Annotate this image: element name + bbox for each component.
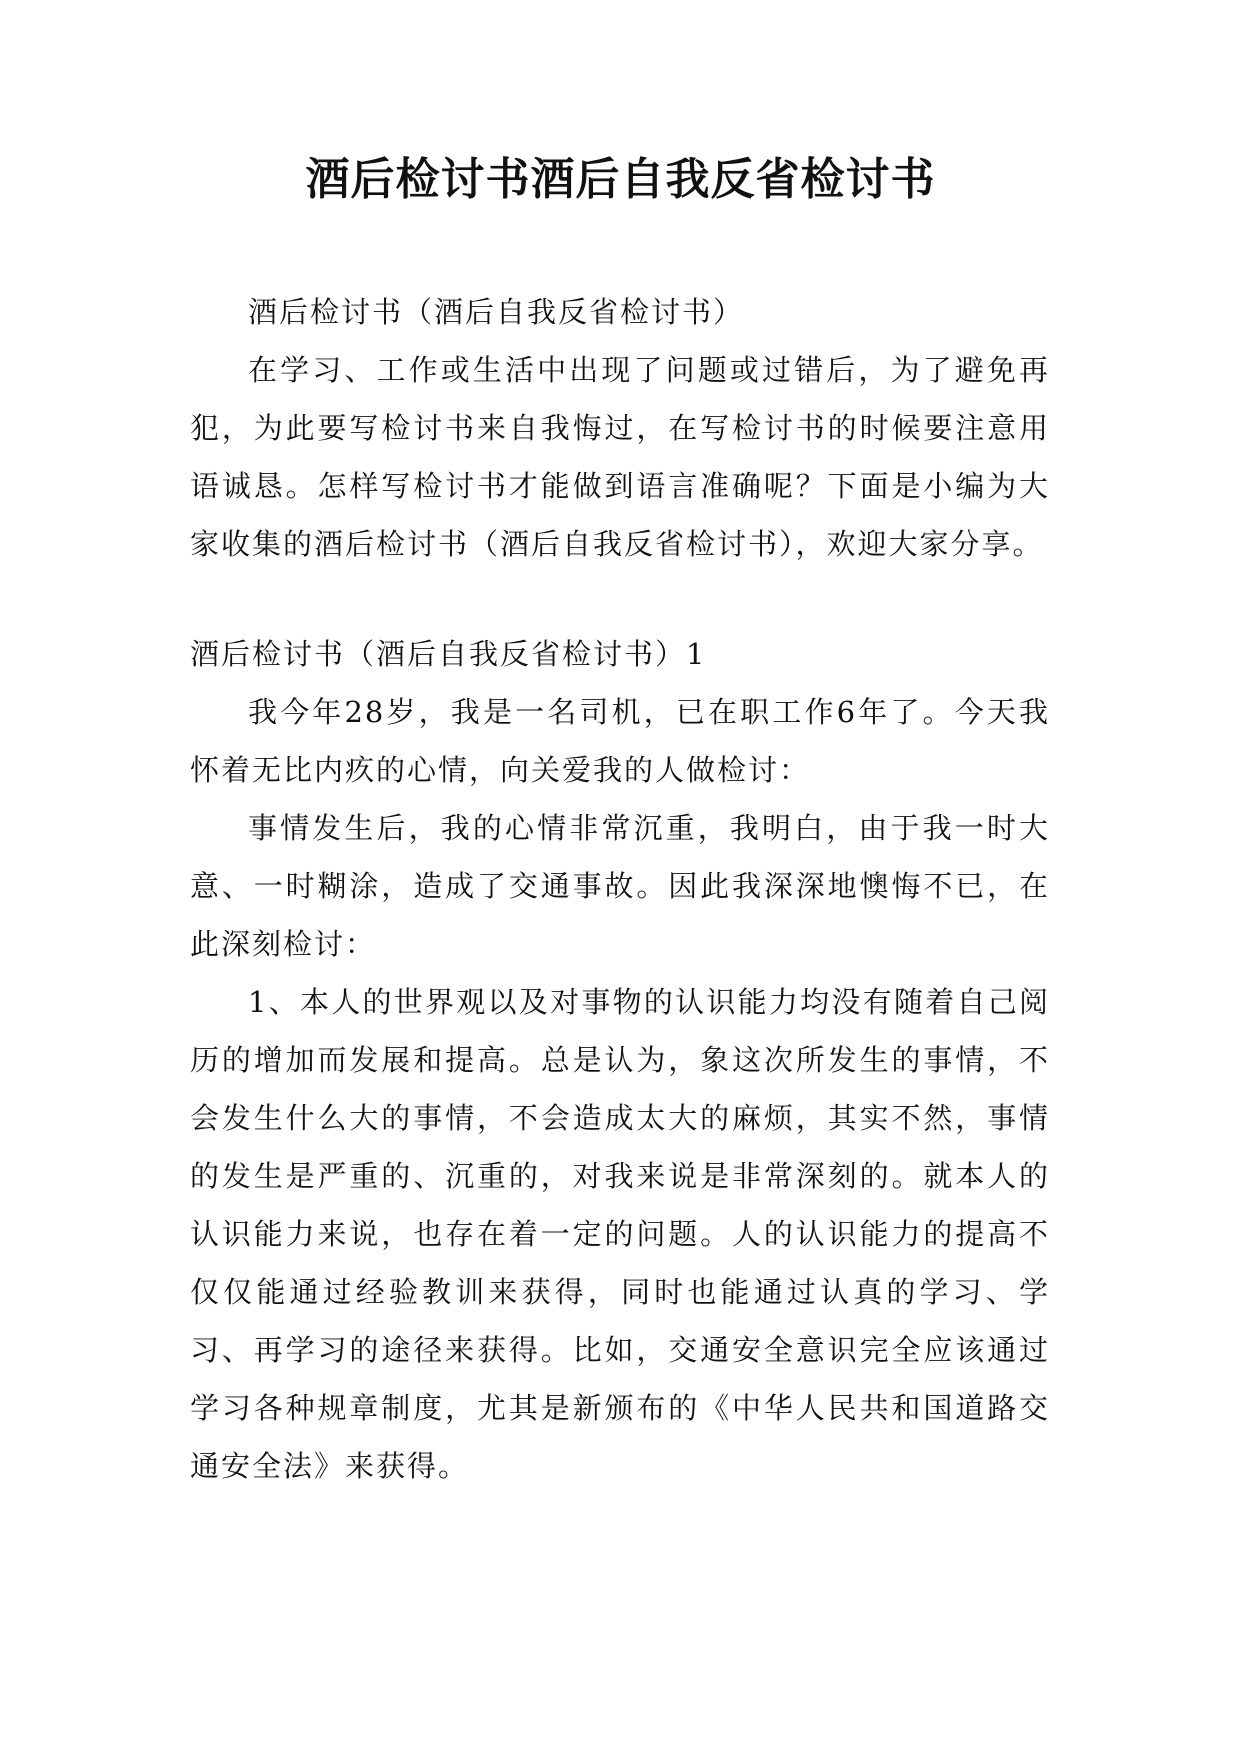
section-heading: 酒后检讨书（酒后自我反省检讨书）1 bbox=[190, 637, 707, 671]
body-paragraph: 事情发生后，我的心情非常沉重，我明白，由于我一时大意、一时糊涂，造成了交通事故。因此我深深地懊悔不已，在此深刻检讨： bbox=[190, 811, 1050, 961]
body-paragraph: 1、本人的世界观以及对事物的认识能力均没有随着自己阅历的增加而发展和提高。总是认为，象这次所发生的事情，不会发生什么大的事情，不会造成太大的麻烦，其实不然，事情的发生是严重的、沉重的，对我来说是非常深刻的。就本人的认识能力来说，也存在着一定的问题。人的认识能力的提高不仅仅能通过经验教训来获得，同时也能通过认真的学习、学习、再学习的途径来获得。比如，交通安全意识完全应该通过学习各种规章制度，尤其是新颁布的《中华人民共和国道路交通安全法》来获得。 bbox=[190, 985, 1050, 1483]
intro-heading: 酒后检讨书（酒后自我反省检讨书） bbox=[248, 295, 745, 329]
document-body bbox=[190, 283, 1050, 1495]
section-spacer bbox=[190, 573, 1050, 625]
body-paragraph: 我今年28岁，我是一名司机，已在职工作6年了。今天我怀着无比内疚的心情，向关爱我的人做检讨： bbox=[190, 695, 1050, 787]
document-title: 酒后检讨书酒后自我反省检讨书 bbox=[305, 154, 936, 205]
intro-paragraph: 在学习、工作或生活中出现了问题或过错后，为了避免再犯，为此要写检讨书来自我悔过，在写检讨书的时候要注意用语诚恳。怎样写检讨书才能做到语言准确呢？下面是小编为大家收集的酒后检讨书（酒后自我反省检讨书），欢迎大家分享。 bbox=[190, 353, 1050, 561]
